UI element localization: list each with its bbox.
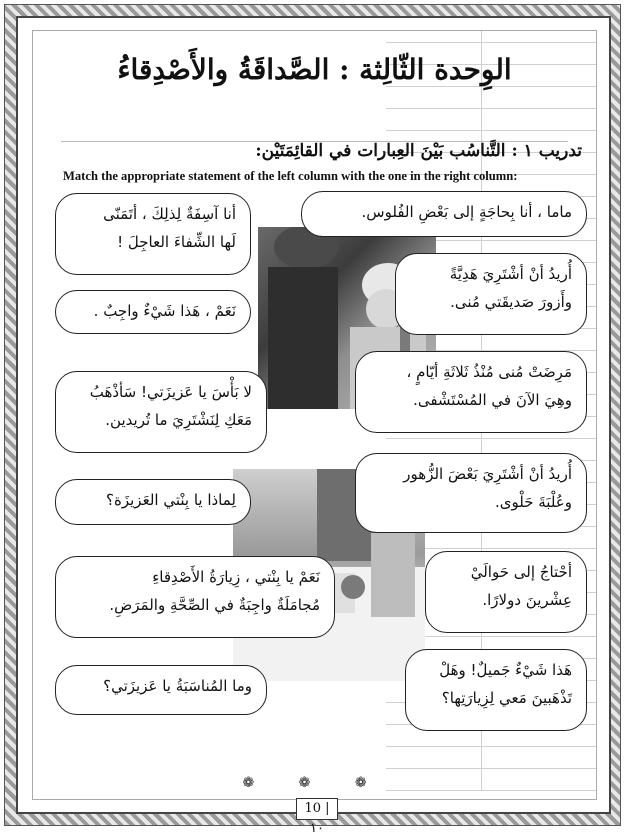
right-bubble-4-line-1: أُريدُ أنْ أشْتَرِيَ بَعْضَ الزُّهور [403,465,572,483]
right-bubble-3-line-2: وهِيَ الآنَ في المُسْتَشْفى. [413,391,572,409]
left-bubble-5 [55,556,335,638]
right-bubble-6-line-2: تَذْهَبينَ مَعي لِزِيارَتِها؟ [441,689,572,707]
left-bubble-4 [55,479,251,525]
right-bubble-1 [301,191,587,237]
left-bubble-1-line-1: أنا آسِفَةٌ لِذلِكَ ، أتَمَنّى [103,205,236,223]
right-bubble-2 [395,253,587,335]
right-bubble-2-line-1: أُريدُ أنْ أشْتَرِيَ هَدِيَّةً [449,265,572,283]
right-bubble-2-line-2: وأَزورَ صَديقَتي مُنى. [450,293,572,311]
left-bubble-4-line-1: لِماذا يا بِنْتي العَزيزَة؟ [106,491,236,509]
right-bubble-1-line-1: ماما ، أنا بِحاجَةٍ إلى بَعْضِ الفُلوس. [361,203,572,221]
page-content [32,30,597,800]
right-bubble-5 [425,551,587,633]
right-bubble-4 [355,453,587,533]
left-bubble-6-line-1: وما المُناسَبَةُ يا عَزيزَتي؟ [103,677,252,695]
right-bubble-4-line-2: وعُلْبَةَ حَلْوى. [495,493,572,511]
exercise-instruction: Match the appropriate statement of the left column with the one in the right column: [63,169,518,183]
left-bubble-2 [55,290,251,334]
right-bubble-5-line-2: عِشْرينَ دولارًا. [482,591,572,609]
right-bubble-6-line-1: هَذا شَيْءٌ جَميلٌ! وهَلْ [439,661,572,679]
left-bubble-3-line-1: لا بَأْسَ يا عَزيزَتي! سَأذْهَبُ [89,383,252,401]
page-number: 10 | ١٠ [296,798,338,820]
left-bubble-3 [55,371,267,453]
right-bubble-5-line-1: أحْتاجُ إلى حَوالَيْ [470,563,572,581]
left-bubble-2-line-1: نَعَمْ ، هَذا شَيْءٌ واجِبٌ . [93,302,236,320]
left-bubble-5-line-2: مُجامَلَةٌ واجِبَةٌ في الصِّحَّةِ والمَرَضِ. [109,596,320,614]
left-bubble-3-line-2: مَعَكِ لِنَشْتَرِيَ ما تُريدين. [105,411,252,429]
unit-title: الوِحدة الثّالِثة : الصَّداقَةُ والأَصْدِقاءُ [117,53,512,86]
right-bubble-6 [405,649,587,731]
left-bubble-1 [55,193,251,275]
exercise-heading: تدريب ١ : التَّناسُب بَيْنَ العِبارات في القائِمَتَيْن: [255,141,582,161]
right-bubble-3 [355,351,587,433]
left-bubble-6 [55,665,267,715]
ornament-divider: ❁ ❁ ❁ [242,775,387,791]
left-bubble-5-line-1: نَعَمْ يا بِنْتي ، زِيارَةُ الأَصْدِقاءِ [152,568,320,586]
right-bubble-3-line-1: مَرِضَتْ مُنى مُنْذُ ثَلاثَةِ أيّامٍ ، [406,363,572,381]
left-bubble-1-line-2: لَها الشِّفاءَ العاجِلَ ! [117,233,236,251]
